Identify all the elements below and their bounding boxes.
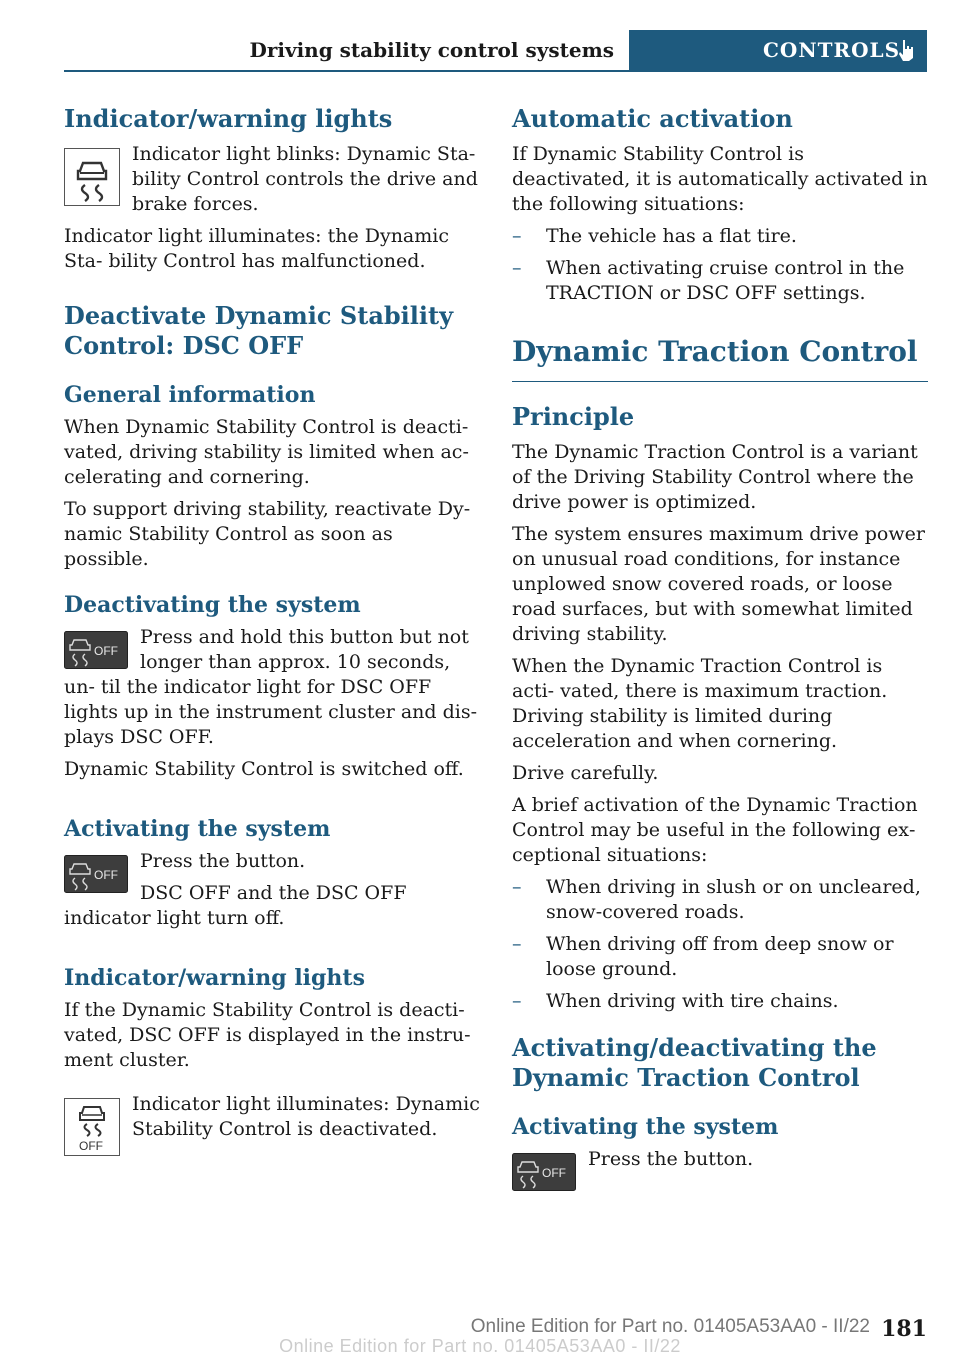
page-header — [64, 30, 927, 72]
watermark: Online Edition for Part no. 01405A53AA0 - II/22 — [279, 1336, 681, 1356]
page-number: 181 — [881, 1316, 927, 1342]
left-column — [64, 104, 480, 1158]
subheading-general-information: General information — [64, 382, 316, 408]
list-item — [512, 932, 928, 982]
heading-automatic-activation: Automatic activation — [512, 104, 793, 133]
button-off-label: OFF — [94, 868, 118, 882]
list-item-text: When activating cruise control in the TRACTION or DSC OFF settings. — [546, 257, 905, 304]
heading-deactivate-dsc: Deactivate Dynamic Stability Control: DSC OFF — [64, 301, 454, 360]
paragraph: Indicator light illuminates: the Dynamic Sta‐ bility Control has malfunctioned. — [64, 225, 449, 272]
dsc-off-button-icon — [64, 631, 128, 669]
dsc-off-button-icon — [64, 855, 128, 893]
list-dash: – — [512, 990, 522, 1012]
icon-paragraph — [64, 625, 480, 750]
situations-list — [512, 875, 928, 1014]
paragraph: Drive carefully. — [512, 762, 659, 784]
list-item-text: When driving in slush or on uncleared, snow-covered roads. — [546, 876, 921, 923]
heading-principle: Principle — [512, 402, 635, 431]
paragraph: To support driving stability, reactivate Dy‐ namic Stability Control as soon as possible. — [64, 498, 471, 570]
list-item — [512, 224, 928, 249]
button-off-label: OFF — [542, 1166, 566, 1180]
hand-pointer-icon — [895, 38, 917, 62]
list-dash: – — [512, 225, 522, 247]
paragraph: When the Dynamic Traction Control is acti‐ vated, there is maximum traction. Driving stability is limited during acceleration and when cornering. — [512, 655, 888, 752]
subheading-deactivating-the-system: Deactivating the system — [64, 592, 361, 618]
list-dash: – — [512, 876, 522, 898]
paragraph: Indicator light illuminates: Dynamic Stability Control is deactivated. — [132, 1093, 480, 1140]
chapter-tab-label: CONTROLS — [763, 38, 901, 62]
paragraph: The system ensures maximum drive power on unusual road conditions, for instance unplowed snow covered roads, or loose road surfaces, but with somewhat limited driving stability. — [512, 523, 925, 645]
paragraph: Dynamic Stability Control is switched off. — [64, 758, 464, 780]
indicator-off-label: OFF — [79, 1139, 103, 1153]
heading-activating-deactivating-dtc: Activating/deactivating the Dynamic Traction Control — [512, 1033, 877, 1092]
paragraph: Press the button. — [588, 1148, 754, 1170]
heading-indicator-warning-lights: Indicator/warning lights — [64, 104, 393, 133]
list-dash: – — [512, 257, 522, 279]
list-item — [512, 875, 928, 925]
list-item-text: When driving off from deep snow or loose ground. — [546, 933, 894, 980]
list-item — [512, 989, 928, 1014]
paragraph: The Dynamic Traction Control is a variant of the Driving Stability Control where the drive power is optimized. — [512, 441, 918, 513]
list-item-text: The vehicle has a flat tire. — [546, 225, 797, 247]
paragraph: Indicator light blinks: Dynamic Sta‐ bility Control controls the drive and brake forces. — [132, 143, 478, 215]
subheading-indicator-warning-lights: Indicator/warning lights — [64, 965, 365, 991]
paragraph: When Dynamic Stability Control is deacti‐ vated, driving stability is limited when ac‐ celerating and cornering. — [64, 416, 469, 488]
activation-list — [512, 224, 928, 306]
icon-paragraph — [64, 1092, 480, 1158]
dsc-off-button-icon — [512, 1153, 576, 1191]
paragraph: If Dynamic Stability Control is deactivated, it is automatically activated in the following situations: — [512, 143, 928, 215]
paragraph: If the Dynamic Stability Control is deacti‐ vated, DSC OFF is displayed in the instru‐ ment cluster. — [64, 999, 471, 1071]
edition-text: Online Edition for Part no. 01405A53AA0 - II/22 — [470, 1316, 870, 1337]
button-off-label: OFF — [94, 644, 118, 658]
paragraph: DSC OFF and the DSC OFF indicator light turn off. — [64, 882, 407, 929]
subheading-activating-the-system: Activating the system — [64, 816, 331, 842]
section-title: Driving stability control systems — [249, 38, 614, 62]
right-column — [512, 104, 928, 1193]
list-item-text: When driving with tire chains. — [546, 990, 839, 1012]
paragraph: A brief activation of the Dynamic Traction Control may be useful in the following ex‐ ceptional situations: — [512, 794, 918, 866]
icon-paragraph — [512, 1147, 928, 1180]
icon-paragraph — [64, 849, 480, 931]
subheading-activating-the-system: Activating the system — [512, 1114, 779, 1140]
paragraph: Press the button. — [140, 850, 306, 872]
icon-paragraph — [64, 142, 480, 224]
list-item — [512, 256, 928, 306]
list-dash: – — [512, 933, 522, 955]
edition-footer — [0, 1316, 870, 1338]
paragraph: Press and hold this button but not longer than approx. 10 seconds, un‐ til the indicator light for DSC OFF lights up in the instrument cluster and dis‐ plays DSC OFF. — [64, 626, 477, 748]
dsc-off-indicator-icon — [64, 1098, 120, 1156]
dsc-indicator-icon — [64, 148, 120, 206]
heading-dynamic-traction-control: Dynamic Traction Control — [512, 333, 928, 382]
chapter-tab — [629, 30, 927, 70]
